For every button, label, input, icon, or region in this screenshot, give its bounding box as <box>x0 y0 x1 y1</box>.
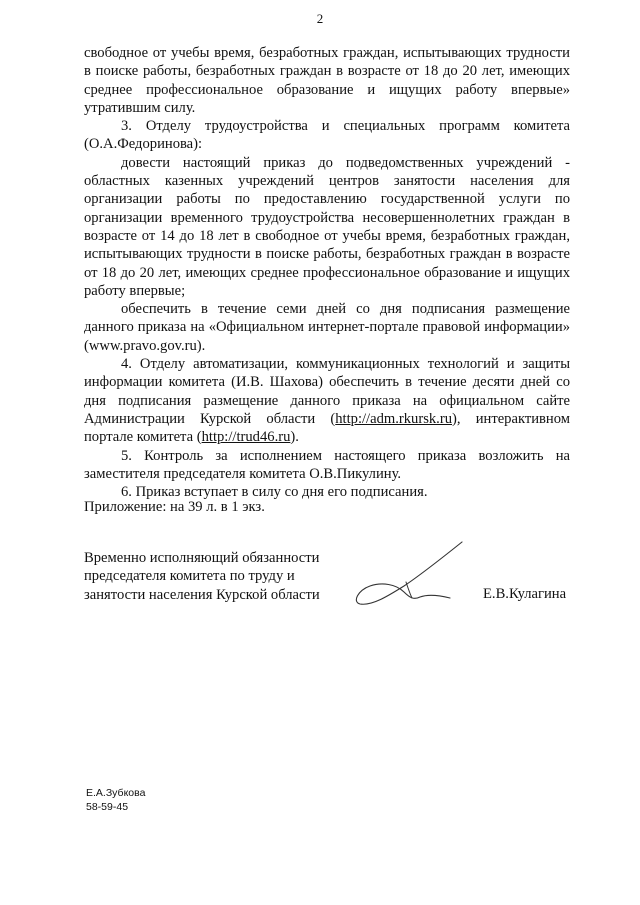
signer-name: Е.В.Кулагина <box>483 586 567 602</box>
handwritten-signature <box>352 540 468 612</box>
page-number: 2 <box>316 11 324 26</box>
paragraph-item-4-text-b: ), интерактивном портале комитета ( <box>84 410 570 446</box>
paragraph-item-4-text-a: 4. Отделу автоматизации, коммуникационных технологий и защиты информации комитета (И.В. Шахова) обеспечить в течение десяти дней со дня подписания размещение данного приказа на официальном сайте Администрации Курской области ( <box>84 356 570 427</box>
signer-title-line-1: Временно исполняющий обязанности <box>84 550 320 566</box>
paragraph-item-5: 5. Контроль за исполнением настоящего приказа возложить на заместителя председателя комитета О.В.Пикулину. <box>84 447 570 482</box>
paragraph-item-3-task-1: довести настоящий приказ до подведомственных учреждений - областных казенных учреждений центров занятости населения для организации работы по предоставлению государственной услуги по организации временного трудоустройства несовершеннолетних граждан в возрасте от 14 до 18 лет в свободное от учебы время, безработных граждан, испытывающих трудности в поиске работы, безработных граждан в возрасте от 18 до 20 лет, имеющих среднее профессиональное образование и ищущих работу впервые; <box>84 154 570 299</box>
paragraph-item-6: 6. Приказ вступает в силу со дня его подписания. <box>121 484 428 501</box>
paragraph-item-3-task-2: обеспечить в течение семи дней со дня подписания размещение данного приказа на «Официальном интернет-портале правовой информации» (www.pravo.gov.ru). <box>84 301 570 354</box>
paragraph-item-3: 3. Отделу трудоустройства и специальных программ комитета (О.А.Федоринова): <box>84 118 570 153</box>
paragraph-item-4 <box>84 355 570 446</box>
paragraph-item-4-text-c: ). <box>290 429 299 446</box>
paragraph-continuation: свободное от учебы время, безработных граждан, испытывающих трудности в поиске работы, безработных граждан в возрасте от 18 до 20 лет, имеющих среднее профессиональное образование и ищущих работу впервые» утратившим силу. <box>84 45 570 116</box>
executor-phone: 58-59-45 <box>86 801 129 813</box>
attachment-note: Приложение: на 39 л. в 1 экз. <box>84 499 265 515</box>
executor-block <box>86 786 145 814</box>
signer-title-line-3: занятости населения Курской области <box>84 586 320 603</box>
executor-name: Е.А.Зубкова <box>86 787 146 799</box>
signer-title <box>84 549 364 604</box>
link-adm-rkursk[interactable]: http://adm.rkursk.ru <box>335 410 452 427</box>
link-trud46[interactable]: http://trud46.ru <box>201 429 291 446</box>
signer-title-line-2: председателя комитета по труду и <box>84 568 295 585</box>
document-body <box>84 44 570 501</box>
